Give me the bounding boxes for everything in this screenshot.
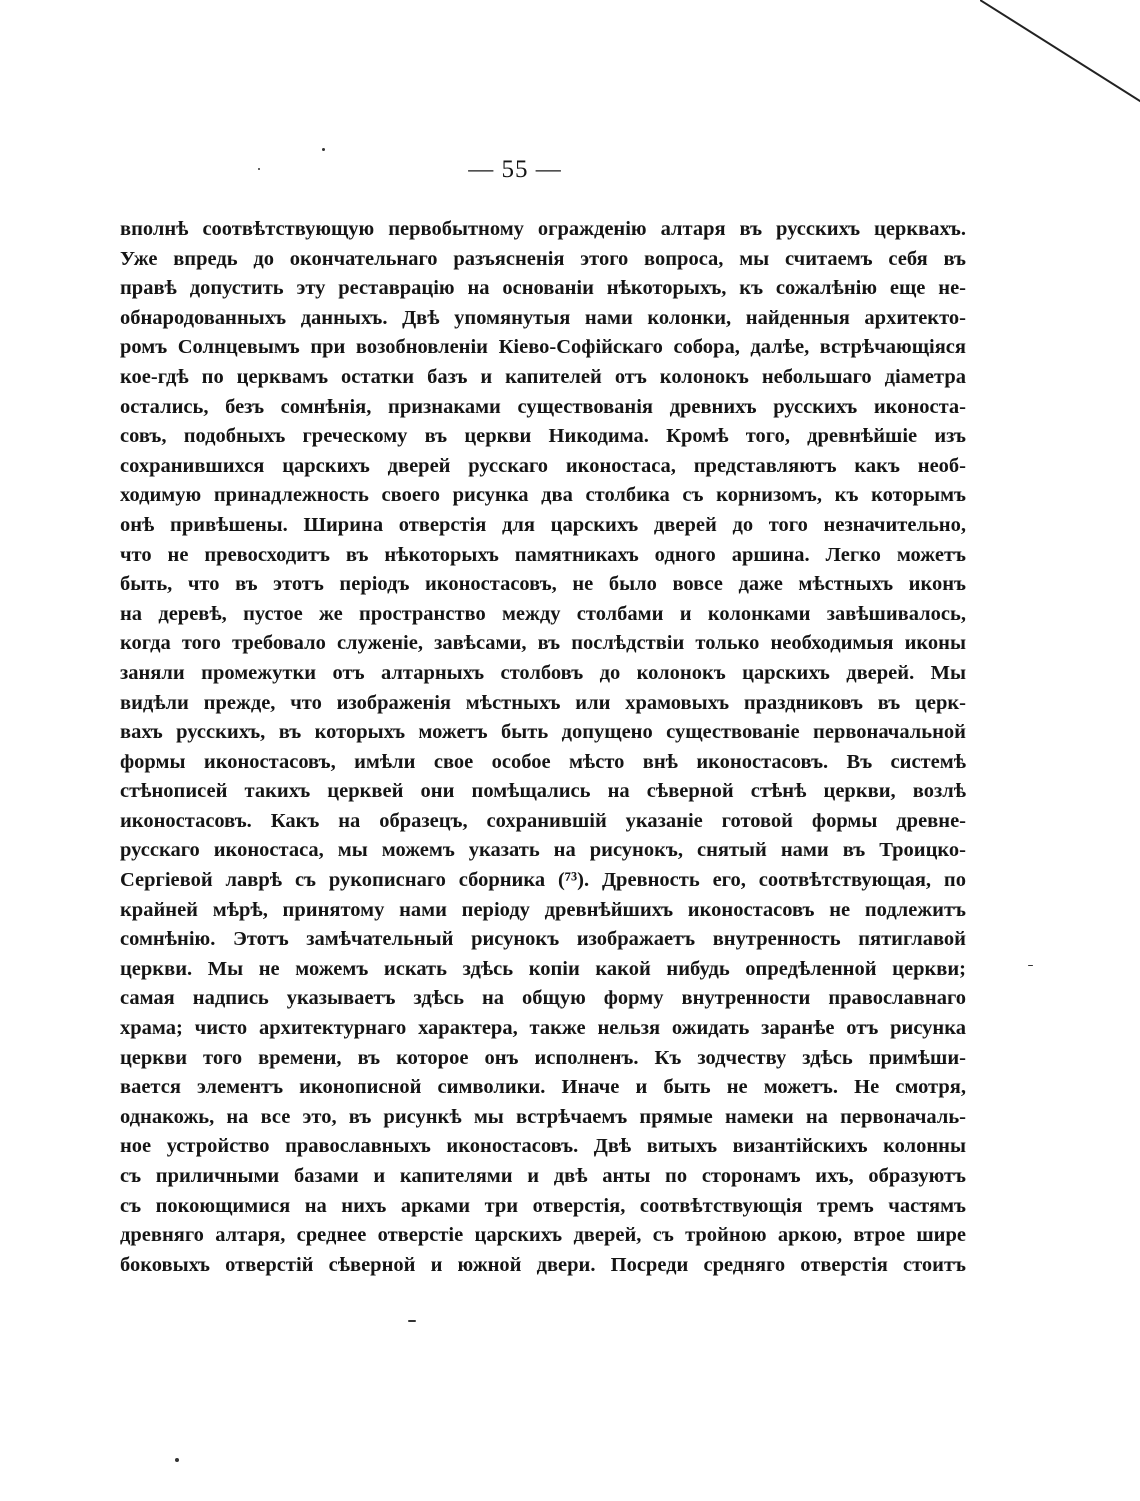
text-line: вахъ русскихъ, въ которыхъ можетъ быть допущено существованіе первоначальной bbox=[120, 721, 966, 744]
scan-speck bbox=[175, 1458, 179, 1462]
text-line: остались, безъ сомнѣнія, признаками существованія древнихъ русскихъ иконоста- bbox=[120, 395, 966, 418]
text-line: церкви того времени, въ которое онъ исполненъ. Къ зодчеству здѣсь примѣши- bbox=[120, 1046, 966, 1069]
text-line: крайней мѣрѣ, принятому нами періоду древнѣйшихъ иконостасовъ не подлежитъ bbox=[120, 898, 966, 921]
text-line: онѣ привѣшены. Ширина отверстія для царскихъ дверей до того незначительно, bbox=[120, 513, 966, 536]
text-line: храма; чисто архитектурнаго характера, также нельзя ожидать заранѣе отъ рисунка bbox=[120, 1017, 966, 1040]
text-line: церкви. Мы не можемъ искать здѣсь копіи какой нибудь опредѣленной церкви; bbox=[120, 957, 966, 980]
scan-speck bbox=[408, 1320, 416, 1322]
text-line: обнародованныхъ данныхъ. Двѣ упомянутыя нами колонки, найденныя архитекто- bbox=[120, 306, 966, 329]
scan-speck bbox=[1028, 965, 1033, 966]
page-number: — 55 — bbox=[468, 156, 562, 183]
text-line: съ покоющимися на нихъ арками три отверстія, соотвѣтствующія тремъ частямъ bbox=[120, 1194, 966, 1217]
scan-speck bbox=[322, 148, 325, 151]
text-line: съ приличными базами и капителями и двѣ анты по сторонамъ ихъ, образуютъ bbox=[120, 1165, 966, 1187]
text-line: что не превосходитъ въ нѣкоторыхъ памятникахъ одного аршина. Легко можетъ bbox=[120, 543, 966, 566]
text-line: кое-гдѣ по церквамъ остатки базъ и капителей отъ колонокъ небольшаго діаметра bbox=[120, 365, 966, 388]
text-line: быть, что въ этотъ періодъ иконостасовъ, не было вовсе даже мѣстныхъ иконъ bbox=[120, 573, 966, 596]
text-line: заняли промежутки отъ алтарныхъ столбовъ до колонокъ царскихъ дверей. Мы bbox=[120, 661, 966, 684]
text-line: однакожь, на все это, въ рисункѣ мы встрѣчаемъ прямые намеки на первоначаль- bbox=[120, 1105, 966, 1128]
text-line: ходимую принадлежность своего рисунка два столбика съ корнизомъ, къ которымъ bbox=[120, 484, 966, 507]
text-line: древняго алтаря, среднее отверстіе царскихъ дверей, съ тройною аркою, втрое шире bbox=[120, 1224, 966, 1247]
scan-artifact-line bbox=[980, 0, 1140, 150]
text-line: когда того требовало служеніе, завѣсами, въ послѣдствіи только необходимыя иконы bbox=[120, 632, 966, 655]
text-line: боковыхъ отверстій сѣверной и южной двери. Посреди средняго отверстія стоитъ bbox=[120, 1253, 966, 1276]
text-line: правѣ допустить эту реставрацію на основаніи нѣкоторыхъ, къ сожалѣнію еще не- bbox=[120, 277, 966, 300]
text-line: стѣнописей такихъ церквей они помѣщались на сѣверной стѣнѣ церкви, возлѣ bbox=[120, 780, 966, 803]
text-line: на деревѣ, пустое же пространство между столбами и колонками завѣшивалось, bbox=[120, 602, 966, 625]
text-line: вается элементъ иконописной символики. Иначе и быть не можетъ. Не смотря, bbox=[120, 1076, 966, 1099]
text-line: сомнѣнію. Этотъ замѣчательный рисунокъ изображаетъ внутренность пятиглавой bbox=[120, 928, 966, 951]
text-line: ное устройство православныхъ иконостасовъ. Двѣ витыхъ византійскихъ колонны bbox=[120, 1135, 966, 1158]
text-line: русскаго иконостаса, мы можемъ указать на рисунокъ, снятый нами въ Троицко- bbox=[120, 839, 966, 862]
text-line: вполнѣ соотвѣтствующую первобытному огражденію алтаря въ русскихъ церквахъ. bbox=[120, 218, 966, 240]
text-line: видѣли прежде, что изображенія мѣстныхъ или храмовыхъ праздниковъ въ церк- bbox=[120, 691, 966, 714]
body-text bbox=[120, 215, 966, 1280]
text-line: формы иконостасовъ, имѣли свое особое мѣсто внѣ иконостасовъ. Въ системѣ bbox=[120, 750, 966, 773]
text-line: совъ, подобныхъ греческому въ церкви Никодима. Кромѣ того, древнѣйшіе изъ bbox=[120, 425, 966, 448]
text-line: иконостасовъ. Какъ на образецъ, сохранившій указаніе готовой формы древне- bbox=[120, 809, 966, 832]
text-line: Уже впредь до окончательнаго разъясненія этого вопроса, мы считаемъ себя въ bbox=[120, 247, 966, 270]
text-line: сохранившихся царскихъ дверей русскаго иконостаса, представляютъ какъ необ- bbox=[120, 454, 966, 477]
text-line: Сергіевой лаврѣ съ рукописнаго сборника (⁷³). Древность его, соотвѣтствующая, по bbox=[120, 869, 966, 892]
text-line: ромъ Солнцевымъ при возобновленіи Кіево-Софійскаго собора, далѣе, встрѣчающіяся bbox=[120, 336, 966, 359]
text-line: самая надпись указываетъ здѣсь на общую форму внутренности православнаго bbox=[120, 987, 966, 1010]
